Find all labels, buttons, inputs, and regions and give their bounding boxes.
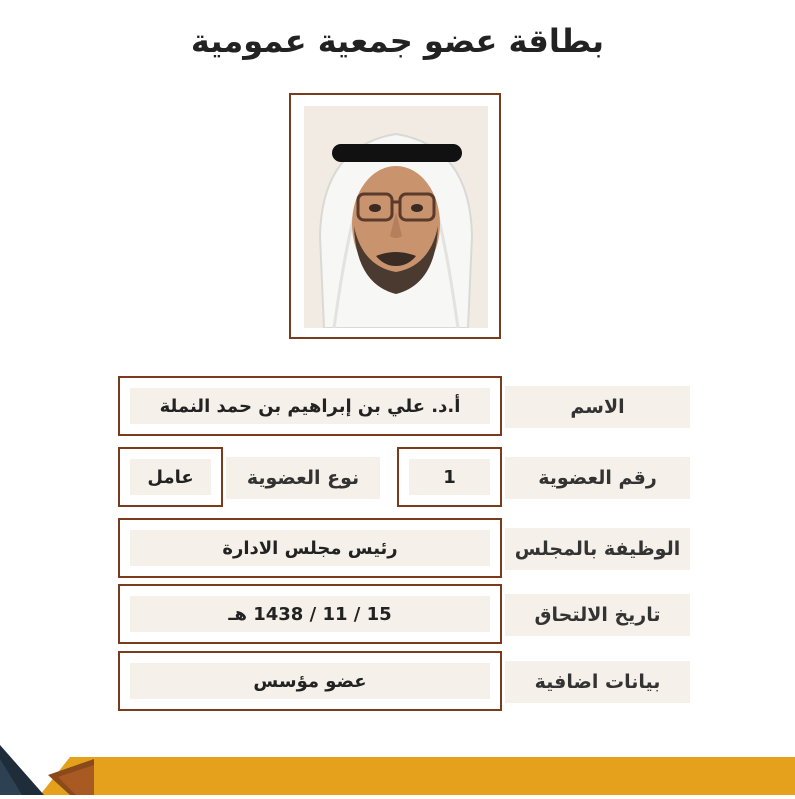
name-value: أ.د. علي بن إبراهيم بن حمد النملة [130,388,490,424]
name-value-frame [118,376,502,436]
member-photo-frame [289,93,501,339]
additional-info-label: بيانات اضافية [505,661,690,703]
join-date-frame [118,584,502,644]
membership-type-value: عامل [130,459,211,495]
membership-number-frame [397,447,502,507]
join-date-value: 15 / 11 / 1438 هـ [130,596,490,632]
join-date-label: تاريخ الالتحاق [505,594,690,636]
footer-decoration [0,745,795,795]
card-title: بطاقة عضو جمعية عمومية [190,22,605,60]
membership-type-label: نوع العضوية [226,457,380,499]
board-position-value: رئيس مجلس الادارة [130,530,490,566]
membership-number-label: رقم العضوية [505,457,690,499]
additional-info-value: عضو مؤسس [130,663,490,699]
membership-number-value: 1 [409,459,490,495]
board-position-label: الوظيفة بالمجلس [505,528,690,570]
membership-type-frame [118,447,223,507]
board-position-frame [118,518,502,578]
name-label: الاسم [505,386,690,428]
member-photo [304,106,488,328]
additional-info-frame [118,651,502,711]
